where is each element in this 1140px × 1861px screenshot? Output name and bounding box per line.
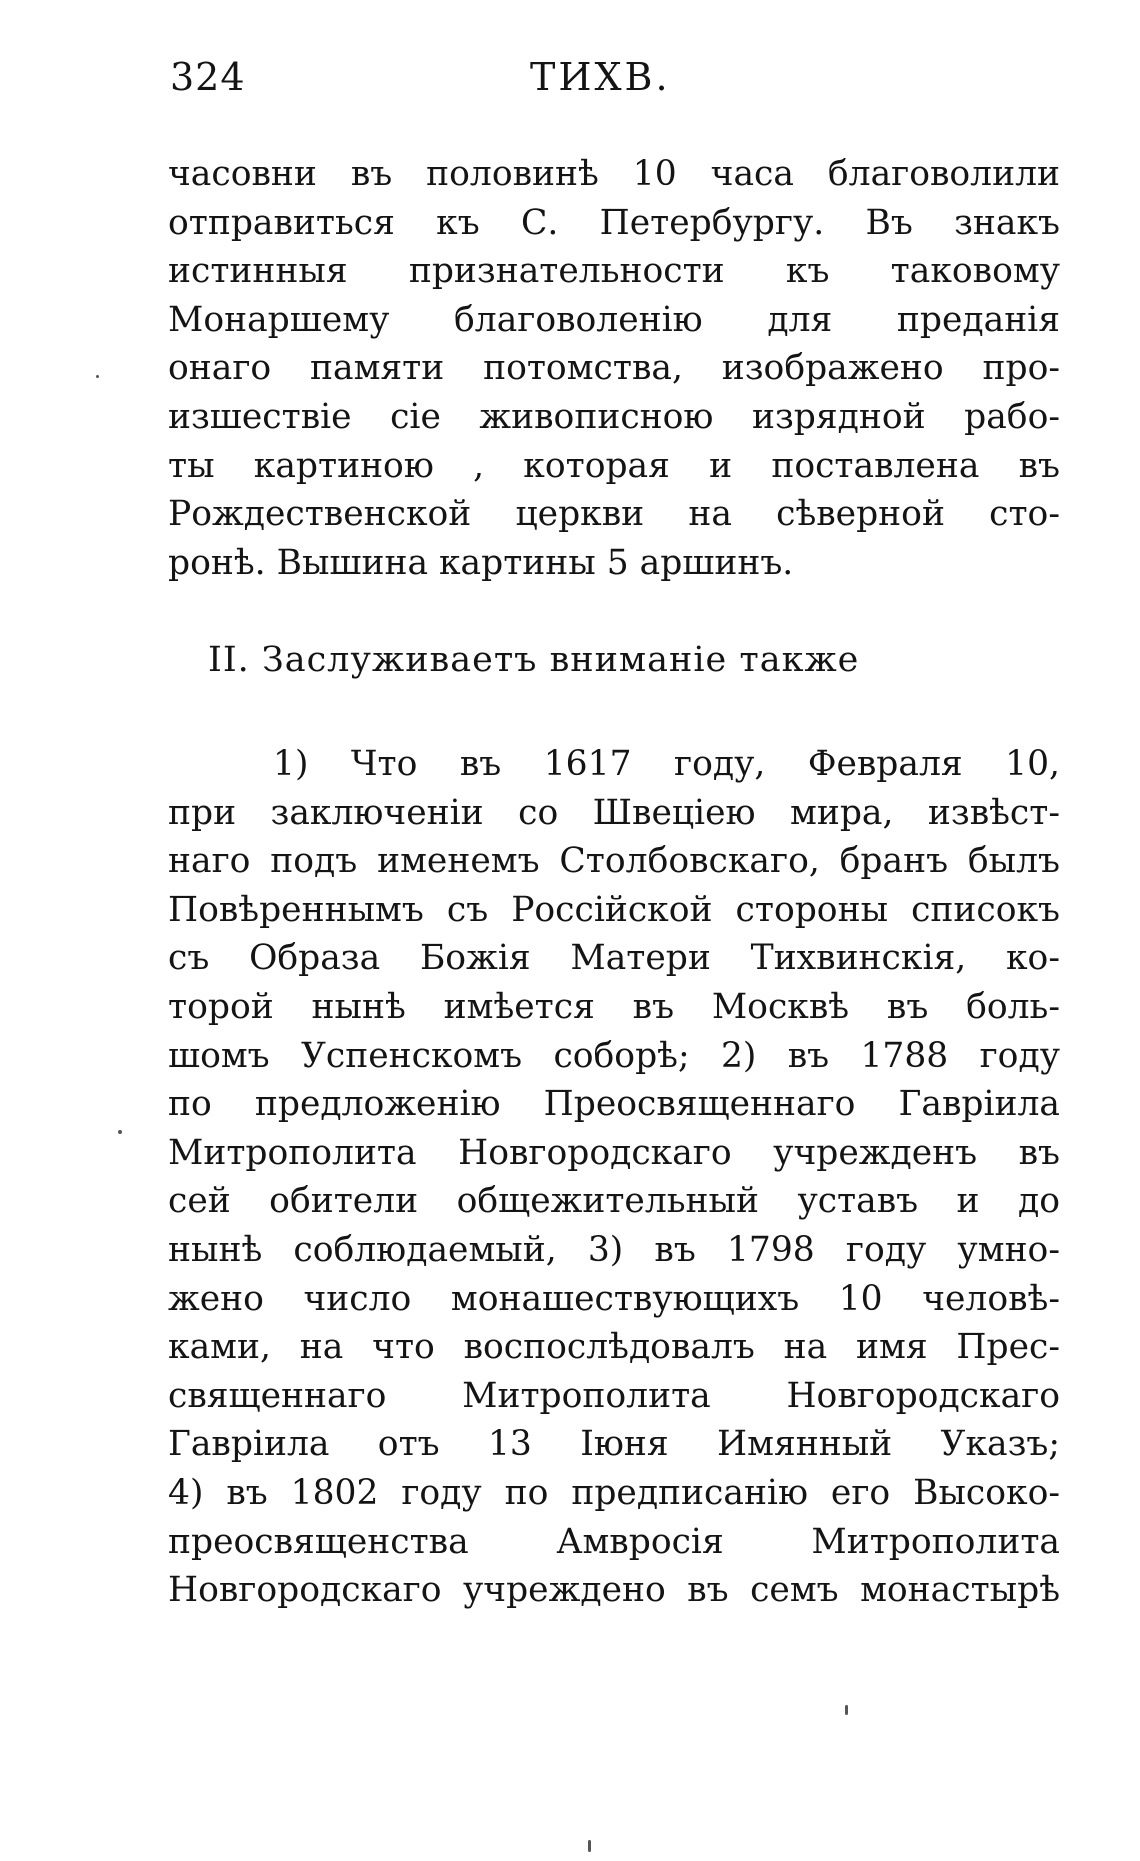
text-line: шомъ Успенскомъ соборѣ; 2) въ 1788 году: [168, 1035, 1060, 1076]
text-line: 1) Что въ 1617 году, Февраля 10,: [273, 744, 1060, 784]
text-line: при заключеніи со Швеціею мира, извѣст-: [168, 792, 1060, 833]
page-header: [160, 55, 1060, 115]
text-line: Повѣреннымъ съ Россійской стороны списокъ: [168, 889, 1060, 930]
print-speck: [845, 1705, 848, 1715]
text-line: священнаго Митрополита Новгородскаго: [168, 1375, 1060, 1416]
text-line: Новгородскаго учреждено въ семъ монастырѣ: [168, 1570, 1060, 1611]
text-line: изшествіе сіе живописною изрядной рабо-: [168, 396, 1060, 437]
print-speck: [96, 375, 99, 378]
text-line: ками, на что воспослѣдовалъ на имя Прес-: [168, 1327, 1060, 1368]
text-line: преосвященства Амвросія Митрополита: [168, 1521, 1060, 1562]
text-line: съ Образа Божія Матери Тихвинскія, ко-: [168, 938, 1060, 979]
text-line: сей обители общежительный уставъ и до: [168, 1181, 1060, 1222]
text-line: Рождественской церкви на сѣверной сто-: [168, 494, 1060, 535]
running-head: ТИХВ.: [530, 55, 671, 99]
text-line: наго подъ именемъ Столбовскаго, бранъ былъ: [168, 841, 1060, 882]
paragraph-1: [168, 150, 1060, 587]
text-line: Монаршему благоволенію для преданія: [168, 299, 1060, 340]
text-line: Гавріила отъ 13 Іюня Имянный Указъ;: [168, 1424, 1060, 1465]
text-line: торой нынѣ имѣется въ Москвѣ въ боль-: [168, 986, 1060, 1027]
text-line: отправиться къ С. Петербургу. Въ знакъ: [168, 202, 1060, 243]
text-line: ронѣ. Вышина картины 5 аршинъ.: [168, 542, 794, 583]
text-line: истинныя признательности къ таковому: [168, 251, 1060, 292]
text-line: 4) въ 1802 году по предписанію его Высоко-: [168, 1472, 1060, 1513]
text-line: ты картиною , которая и поставлена въ: [168, 445, 1060, 486]
text-line: Митрополита Новгородскаго учрежденъ въ: [168, 1132, 1060, 1173]
text-line: онаго памяти потомства, изображено про-: [168, 348, 1060, 389]
text-line: нынѣ соблюдаемый, 3) въ 1798 году умно-: [168, 1229, 1060, 1270]
text-line: жено число монашествующихъ 10 человѣ-: [168, 1278, 1060, 1319]
text-line: часовни въ половинѣ 10 часа благоволили: [168, 154, 1060, 194]
print-speck: [118, 1130, 122, 1134]
print-speck: [588, 1840, 591, 1852]
page-number: 324: [170, 55, 246, 99]
text-line: по предложенію Преосвященнаго Гавріила: [168, 1084, 1060, 1125]
section-heading: II. Заслуживаетъ вниманіе также: [208, 640, 860, 680]
paragraph-2: [168, 740, 1060, 1615]
